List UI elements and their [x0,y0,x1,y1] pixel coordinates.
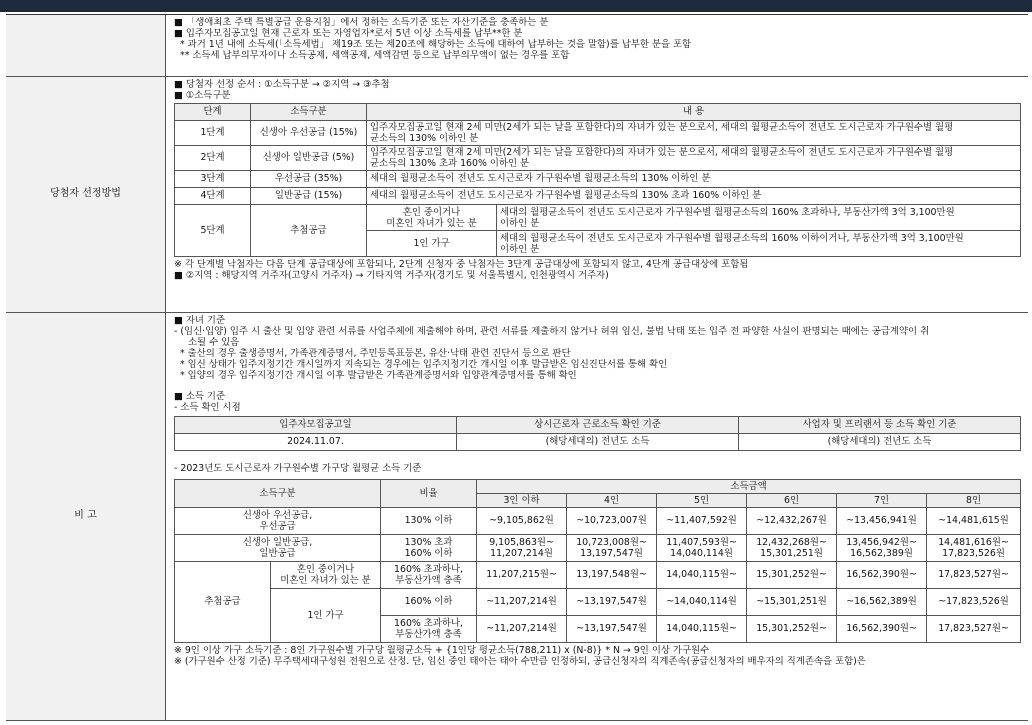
ratio-cell: 130% 이하 [381,508,477,535]
income-row [175,535,1021,562]
amount-cell: ~14,040,114원 [657,589,747,616]
eligibility-content [174,17,1024,61]
type-cell: 우선공급 (35%) [251,171,367,188]
income-table-title: - 2023년도 도시근로자 가구원수별 가구당 월평균 소득 기준 [174,463,422,474]
amount-cell: 14,481,616원~ 17,823,526원 [927,535,1021,562]
stage-row [175,146,1021,171]
amount-cell: ~11,207,214원 [477,589,567,616]
amount-cell: 16,562,390원~ [837,616,927,643]
stage-note: ※ 각 단계별 낙첨자는 다음 단계 공급대상에 포함되나, 2단계 신청자 중 낙첨자는 3단계 공급대상에 포함되지 않고, 4단계 공급대상에 포함됨 [174,259,749,270]
amount-cell: ~10,723,007원 [567,508,657,535]
amount-cell: ~11,207,214원 [477,616,567,643]
amount-cell: 14,040,115원~ [657,616,747,643]
eligibility-note: * 과거 1년 내에 소득세(「소득세법」 제19조 또는 제20조에 해당하는 소득에 대하여 납부하는 것을 말함)를 납부한 분을 포함 [180,39,692,50]
header-income-type: 소득구분 [175,480,381,508]
amount-cell: 17,823,527원~ [927,616,1021,643]
amount-cell: 12,432,268원~ 15,301,251원 [747,535,837,562]
content-cell: 세대의 월평균소득이 전년도 도시근로자 가구원수별 월평균소득의 130% 이하인 분 [367,171,1021,188]
top-header-bar [0,0,1032,12]
selection-method-content [174,79,1024,281]
remarks-label: 비 고 [6,313,166,720]
header-content: 내 용 [367,104,1021,121]
type-cell: 일반공급 (15%) [251,188,367,205]
subtype-cell: 1인 가구 [367,231,497,257]
amount-cell: 15,301,252원~ [747,616,837,643]
content-cell: 입주자모집공고일 현재 2세 미만(2세가 되는 날을 포함한다)의 자녀가 있는 분으로서, 세대의 월평균소득이 전년도 도시근로자 가구원수별 월평 균소득의 130% 이하인 분 [367,121,1021,146]
document-table [6,14,1028,720]
content-cell: 입주자모집공고일 현재 2세 미만(2세가 되는 날을 포함한다)의 자녀가 있는 분으로서, 세대의 월평균소득이 전년도 도시근로자 가구원수별 월평 균소득의 130% 초과 160% 이하인 분 [367,146,1021,171]
remarks-content [174,315,1024,667]
stage-cell: 2단계 [175,146,251,171]
amount-cell: 16,562,390원~ [837,562,927,589]
ratio-cell: 160% 초과하나, 부동산가액 충족 [381,562,477,589]
stage-cell: 3단계 [175,171,251,188]
header-income-amount: 소득금액 [477,480,1021,494]
amount-cell: 13,456,942원~ 16,562,389원 [837,535,927,562]
content-cell: 세대의 월평균소득이 전년도 도시근로자 가구원수별 월평균소득의 130% 초과 160% 이하인 분 [367,188,1021,205]
child-criteria-line: - (임신·입양) 입주 시 출산 및 입양 관련 서류를 사업주체에 제출해야 하며, 관련 서류를 제출하지 않거나 허위 임신, 불법 낙태 또는 입주 전 파양한 사실이 판명되는 때에는 공급계약이 취 [174,326,930,337]
stage-row [175,188,1021,205]
header-household-size: 5인 [657,494,747,508]
amount-cell: ~13,197,547원 [567,589,657,616]
group-cell: 신생아 우선공급, 우선공급 [175,508,381,535]
eligibility-row [6,15,1028,77]
header-type: 소득구분 [251,104,367,121]
amount-cell: 10,723,008원~ 13,197,547원 [567,535,657,562]
amount-cell: ~17,823,526원 [927,589,1021,616]
income-division-heading: ■ ①소득구분 [174,90,231,101]
subgroup-cell: 1인 가구 [271,589,381,643]
amount-cell: ~15,301,251원 [747,589,837,616]
timing-value: (해당세대의) 전년도 소득 [457,434,739,451]
type-cell: 신생아 우선공급 (15%) [251,121,367,146]
amount-cell: 13,197,548원~ [567,562,657,589]
stage-cell: 5단계 [175,205,251,257]
child-criteria-note: * 출산의 경우 출생증명서, 가족관계증명서, 주민등록표등본, 유산·낙태 관련 진단서 등으로 판단 [180,348,571,359]
header-household-size: 3인 이하 [477,494,567,508]
amount-cell: ~14,481,615원 [927,508,1021,535]
ratio-cell: 130% 초과 160% 이하 [381,535,477,562]
amount-cell: 15,301,252원~ [747,562,837,589]
region-rule: ■ ②지역 : 해당지역 거주자(고양시 거주자) → 기타지역 거주자(경기도 및 서울특별시, 인천광역시 거주자) [174,270,609,281]
amount-cell: 17,823,527원~ [927,562,1021,589]
stage-cell: 4단계 [175,188,251,205]
eligibility-note: ** 소득세 납부의무자이나 소득공제, 세액공제, 세액감면 등으로 납부의무액이 없는 경우를 포함 [180,50,570,61]
header-household-size: 6인 [747,494,837,508]
remarks-row [6,313,1028,721]
income-row [175,589,1021,616]
income-criteria-heading: ■ 소득 기준 [174,391,226,402]
stage-row [175,171,1021,188]
selection-method-row [6,77,1028,313]
eligibility-label-cell [6,15,166,76]
stage-cell: 1단계 [175,121,251,146]
amount-cell: ~16,562,389원 [837,589,927,616]
eligibility-line: ■ 입주자모집공고일 현재 근로자 또는 자영업자*로서 5년 이상 소득세를 납부**한 분 [174,28,523,39]
group-cell: 신생아 일반공급, 일반공급 [175,535,381,562]
header-ratio: 비율 [381,480,477,508]
footnote: ※ 9인 이상 가구 소득기준 : 8인 가구원수별 가구당 월평균소득 + {1인당 평균소득(788,211) x (N-8)} * N → 9인 이상 가구원수 [174,645,710,656]
amount-cell: ~9,105,862원 [477,508,567,535]
selection-order: ■ 당첨자 선정 순서 : ①소득구분 → ②지역 → ③추첨 [174,79,390,90]
income-row [175,508,1021,535]
amount-cell: ~13,197,547원 [567,616,657,643]
amount-cell: ~13,456,941원 [837,508,927,535]
timing-value: (해당세대의) 전년도 소득 [739,434,1021,451]
amount-cell: 14,040,115원~ [657,562,747,589]
stage-row [175,205,1021,231]
timing-value: 2024.11.07. [175,434,457,451]
header-household-size: 4인 [567,494,657,508]
amount-cell: 9,105,863원~ 11,207,214원 [477,535,567,562]
child-criteria-note: * 임신 상태가 입주지정기간 개시일까지 지속되는 경우에는 입주지정기간 개시일 이후 발급받은 임신진단서를 통해 확인 [180,359,668,370]
child-criteria-note: * 입양의 경우 입주지정기간 개시일 이후 발급받은 가족관계증명서와 입양관계증명서를 통해 확인 [180,370,577,381]
timing-header: 상시근로자 근로소득 확인 기준 [457,417,739,434]
amount-cell: 11,407,593원~ 14,040,114원 [657,535,747,562]
header-household-size: 7인 [837,494,927,508]
header-stage: 단계 [175,104,251,121]
child-criteria-heading: ■ 자녀 기준 [174,315,226,326]
selection-method-label: 당첨자 선정방법 [6,77,166,312]
ratio-cell: 160% 이하 [381,589,477,616]
header-household-size: 8인 [927,494,1021,508]
amount-cell: 11,207,215원~ [477,562,567,589]
timing-header: 사업자 및 프리랜서 등 소득 확인 기준 [739,417,1021,434]
timing-header: 입주자모집공고일 [175,417,457,434]
income-timing-heading: - 소득 확인 시점 [174,402,241,413]
ratio-cell: 160% 초과하나, 부동산가액 충족 [381,616,477,643]
type-cell: 추첨공급 [251,205,367,257]
lottery-cell: 추첨공급 [175,562,271,643]
amount-cell: ~12,432,267원 [747,508,837,535]
monthly-income-table [174,479,1021,643]
type-cell: 신생아 일반공급 (5%) [251,146,367,171]
child-criteria-line: 소될 수 있음 [188,337,240,348]
income-row [175,562,1021,589]
subgroup-cell: 혼인 중이거나 미혼인 자녀가 있는 분 [271,562,381,589]
eligibility-line: ■ 「생애최초 주택 특별공급 운용지침」에서 정하는 소득기준 또는 자산기준을 충족하는 분 [174,17,549,28]
income-stage-table [174,103,1021,257]
amount-cell: ~11,407,592원 [657,508,747,535]
subtype-cell: 혼인 중이거나 미혼인 자녀가 있는 분 [367,205,497,231]
income-timing-table [174,416,1021,451]
footnote: ※ (가구원수 산정 기준) 무주택세대구성원 전원으로 산정. 단, 임신 중인 태아는 태아 수만큼 인정하되, 공급신청자의 직계존속(공급신청자의 배우자의 직계존속을 포함)은 [174,656,866,667]
content-cell: 세대의 월평균소득이 전년도 도시근로자 가구원수별 월평균소득의 160% 초과하나, 부동산가액 3억 3,100만원 이하인 분 [497,205,1021,231]
content-cell: 세대의 월평균소득이 전년도 도시근로자 가구원수별 월평균소득의 160% 이하이거나, 부동산가액 3억 3,100만원 이하인 분 [497,231,1021,257]
stage-row [175,121,1021,146]
